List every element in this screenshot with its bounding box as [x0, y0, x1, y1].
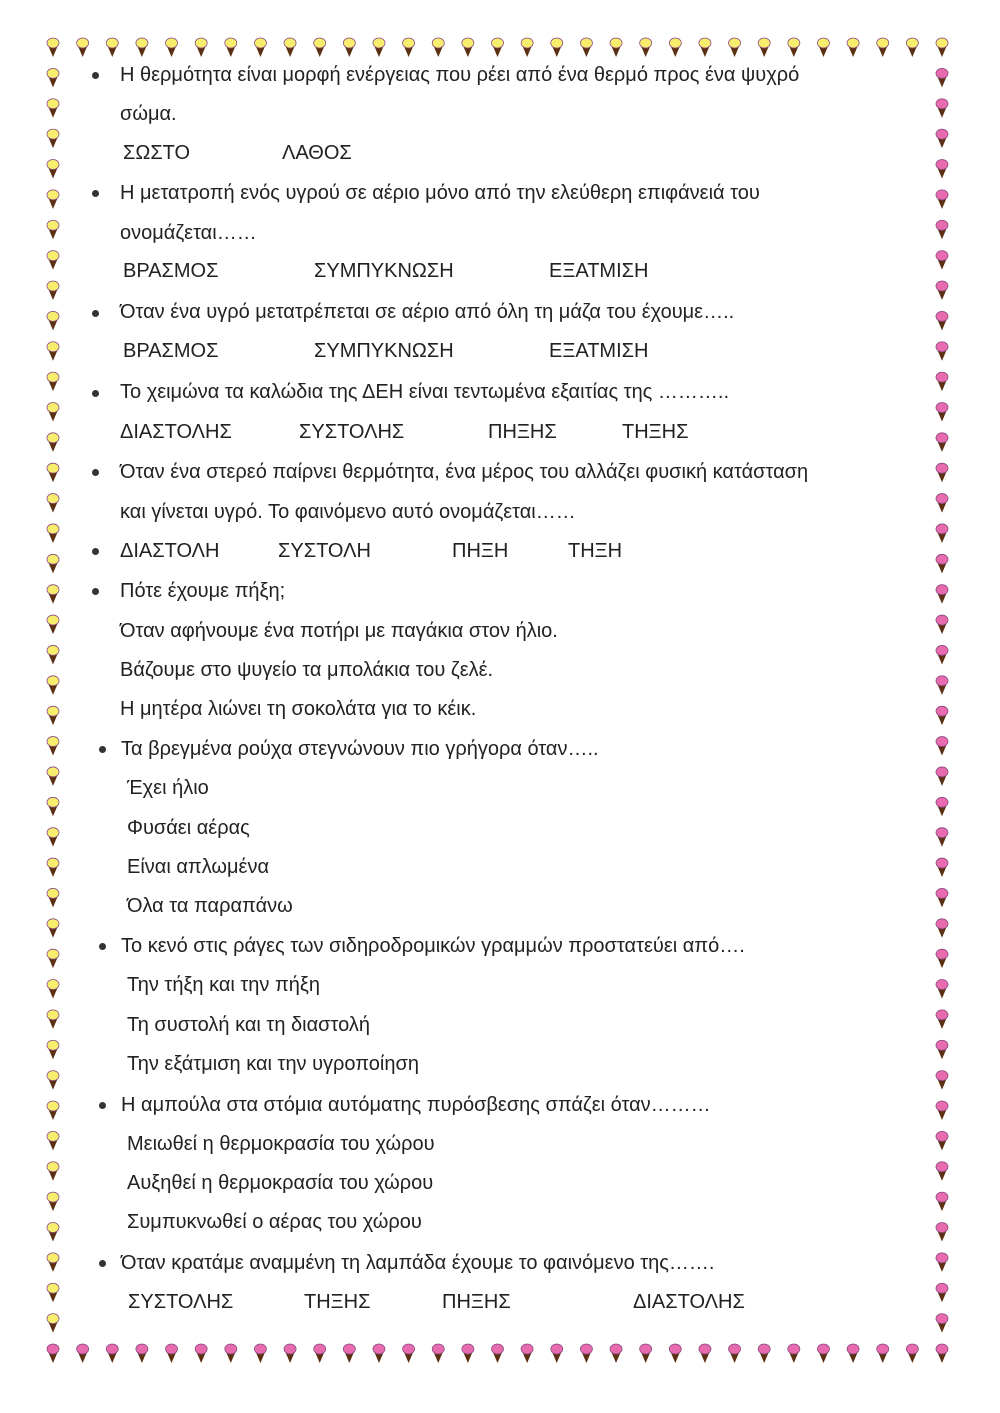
ice-cream-cone-icon [877, 1344, 889, 1363]
question-5-option-2[interactable]: ΣΥΣΤΟΛΗ [278, 540, 371, 562]
ice-cream-cone-icon [47, 251, 59, 270]
bullet-icon [99, 1102, 106, 1109]
question-10-option-4[interactable]: ΔΙΑΣΤΟΛΗΣ [633, 1291, 745, 1313]
ice-cream-cone-icon [47, 281, 59, 300]
ice-cream-cone-icon [817, 38, 829, 57]
ice-cream-cone-icon [77, 1344, 89, 1363]
ice-cream-cone-icon [669, 38, 681, 57]
ice-cream-cone-icon [47, 342, 59, 361]
ice-cream-cone-icon [47, 68, 59, 87]
question-5-option-1[interactable]: ΔΙΑΣΤΟΛΗ [120, 540, 220, 562]
ice-cream-cone-icon [936, 1071, 948, 1090]
ice-cream-cone-icon [669, 1344, 681, 1363]
ice-cream-cone-icon [729, 38, 741, 57]
ice-cream-cone-icon [877, 38, 889, 57]
ice-cream-cone-icon [77, 38, 89, 57]
question-9-option-3[interactable]: Συμπυκνωθεί ο αέρας του χώρου [127, 1211, 422, 1233]
ice-cream-cone-icon [225, 38, 237, 57]
question-5-text: Όταν ένα στερεό παίρνει θερμότητα, ένα μέρος του αλλάζει φυσική κατάσταση [120, 461, 809, 483]
ice-cream-cone-icon [936, 1283, 948, 1302]
ice-cream-cone-icon [936, 1344, 948, 1363]
ice-cream-cone-icon [640, 38, 652, 57]
ice-cream-cone-icon [936, 433, 948, 452]
ice-cream-cone-icon [936, 1010, 948, 1029]
ice-cream-cone-icon [47, 402, 59, 421]
ice-cream-cone-icon [47, 615, 59, 634]
question-7-option-3[interactable]: Είναι απλωμένα [127, 856, 270, 878]
question-2-option-3[interactable]: ΕΞΑΤΜΙΣΗ [549, 260, 649, 282]
ice-cream-cone-icon [432, 1344, 444, 1363]
question-3-option-1[interactable]: ΒΡΑΣΜΟΣ [123, 340, 219, 362]
question-9-text: Η αμπούλα στα στόμια αυτόματης πυρόσβεσης σπάζει όταν……… [121, 1094, 711, 1116]
ice-cream-cone-icon [47, 949, 59, 968]
ice-cream-cone-icon [47, 99, 59, 118]
ice-cream-cone-icon [551, 38, 563, 57]
question-8-option-2[interactable]: Τη συστολή και τη διαστολή [127, 1014, 370, 1036]
question-3-option-3[interactable]: ΕΞΑΤΜΙΣΗ [549, 340, 649, 362]
ice-cream-cone-icon [373, 38, 385, 57]
ice-cream-cone-icon [936, 1192, 948, 1211]
ice-cream-cone-icon [47, 645, 59, 664]
ice-cream-cone-icon [462, 38, 474, 57]
ice-cream-cone-icon [936, 251, 948, 270]
ice-cream-cone-icon [936, 828, 948, 847]
ice-cream-cone-icon [47, 311, 59, 330]
ice-cream-cone-icon [47, 190, 59, 209]
ice-cream-cone-icon [699, 38, 711, 57]
ice-cream-cone-icon [47, 38, 59, 57]
bullet-icon [99, 746, 106, 753]
bullet-icon [92, 588, 99, 595]
ice-cream-cone-icon [580, 1344, 592, 1363]
ice-cream-cone-icon [47, 1131, 59, 1150]
ice-cream-cone-icon [47, 1223, 59, 1242]
ice-cream-cone-icon [195, 1344, 207, 1363]
question-1-option-2[interactable]: ΛΑΘΟΣ [282, 142, 352, 164]
question-6-option-1[interactable]: Όταν αφήνουμε ένα ποτήρι με παγάκια στον ήλιο. [120, 620, 558, 642]
ice-cream-cone-icon [492, 1344, 504, 1363]
question-4-option-1[interactable]: ΔΙΑΣΤΟΛΗΣ [120, 421, 232, 443]
question-6-option-2[interactable]: Βάζουμε στο ψυγείο τα μπολάκια του ζελέ. [120, 659, 494, 681]
ice-cream-cone-icon [373, 1344, 385, 1363]
ice-cream-cone-icon [136, 1344, 148, 1363]
ice-cream-cone-icon [936, 159, 948, 178]
bullet-icon [92, 190, 99, 197]
question-4-option-4[interactable]: ΤΗΞΗΣ [622, 421, 689, 443]
ice-cream-cone-icon [492, 38, 504, 57]
bullet-icon [92, 548, 99, 555]
ice-cream-cone-icon [847, 1344, 859, 1363]
ice-cream-cone-icon [936, 463, 948, 482]
ice-cream-cone-icon [343, 1344, 355, 1363]
bullet-icon [99, 1260, 106, 1267]
ice-cream-cone-icon [817, 1344, 829, 1363]
ice-cream-cone-icon [936, 342, 948, 361]
ice-cream-cone-icon [314, 1344, 326, 1363]
ice-cream-cone-icon [936, 220, 948, 239]
ice-cream-cone-icon [936, 99, 948, 118]
question-7-option-1[interactable]: Έχει ήλιο [127, 777, 209, 799]
question-7-option-2[interactable]: Φυσάει αέρας [127, 817, 250, 839]
question-2-option-2[interactable]: ΣΥΜΠΥΚΝΩΣΗ [314, 260, 454, 282]
ice-cream-cone-icon [47, 585, 59, 604]
ice-cream-cone-icon [936, 615, 948, 634]
ice-cream-cone-icon [47, 372, 59, 391]
ice-cream-cone-icon [936, 737, 948, 756]
question-8-option-3[interactable]: Την εξάτμιση και την υγροποίηση [127, 1053, 419, 1075]
ice-cream-cone-icon [936, 372, 948, 391]
question-2-text-cont: ονομάζεται…… [120, 222, 257, 244]
question-6-option-3[interactable]: Η μητέρα λιώνει τη σοκολάτα για το κέικ. [120, 698, 477, 720]
ice-cream-cone-icon [936, 1223, 948, 1242]
ice-cream-cone-icon [521, 38, 533, 57]
ice-cream-cone-icon [936, 554, 948, 573]
ice-cream-cone-icon [521, 1344, 533, 1363]
ice-cream-cone-icon [936, 494, 948, 513]
ice-cream-cone-icon [47, 919, 59, 938]
question-3-text: Όταν ένα υγρό μετατρέπεται σε αέριο από όλη τη μάζα του έχουμε….. [120, 301, 735, 323]
ice-cream-cone-icon [47, 888, 59, 907]
question-10-option-1[interactable]: ΣΥΣΤΟΛΗΣ [128, 1291, 234, 1313]
ice-cream-cone-icon [106, 38, 118, 57]
ice-cream-cone-icon [551, 1344, 563, 1363]
ice-cream-cone-icon [610, 1344, 622, 1363]
question-3-option-2[interactable]: ΣΥΜΠΥΚΝΩΣΗ [314, 340, 454, 362]
question-10-option-2[interactable]: ΤΗΞΗΣ [304, 1291, 371, 1313]
ice-cream-cone-icon [47, 858, 59, 877]
question-4-text: Το χειμώνα τα καλώδια της ΔΕΗ είναι τεντωμένα εξαιτίας της ……….. [120, 381, 729, 403]
question-1-text: Η θερμότητα είναι μορφή ενέργειας που ρέει από ένα θερμό προς ένα ψυχρό [120, 64, 800, 86]
ice-cream-cone-icon [936, 129, 948, 148]
ice-cream-cone-icon [936, 1162, 948, 1181]
ice-cream-cone-icon [936, 919, 948, 938]
ice-cream-cone-icon [729, 1344, 741, 1363]
ice-cream-cone-icon [936, 888, 948, 907]
ice-cream-cone-icon [936, 949, 948, 968]
question-6-text: Πότε έχουμε πήξη; [120, 580, 286, 602]
ice-cream-cone-icon [254, 38, 266, 57]
question-10-option-3[interactable]: ΠΗΞΗΣ [442, 1291, 511, 1313]
question-2-option-1[interactable]: ΒΡΑΣΜΟΣ [123, 260, 219, 282]
ice-cream-cone-icon [610, 38, 622, 57]
ice-cream-cone-icon [47, 1040, 59, 1059]
question-8-option-1[interactable]: Την τήξη και την πήξη [127, 974, 320, 996]
ice-cream-cone-icon [936, 767, 948, 786]
ice-cream-cone-icon [166, 38, 178, 57]
ice-cream-cone-icon [136, 38, 148, 57]
ice-cream-cone-icon [284, 1344, 296, 1363]
question-1-text-cont: σώμα. [120, 103, 177, 125]
question-9-option-2[interactable]: Αυξηθεί η θερμοκρασία του χώρου [127, 1172, 434, 1194]
ice-cream-cone-icon [788, 1344, 800, 1363]
ice-cream-cone-icon [936, 68, 948, 87]
question-1-option-1[interactable]: ΣΩΣΤΟ [123, 142, 191, 164]
ice-cream-cone-icon [699, 1344, 711, 1363]
ice-cream-cone-icon [936, 1131, 948, 1150]
ice-cream-cone-icon [47, 1253, 59, 1272]
ice-cream-cone-icon [47, 554, 59, 573]
ice-cream-cone-icon [47, 1192, 59, 1211]
bullet-icon [92, 310, 99, 317]
ice-cream-cone-icon [195, 38, 207, 57]
ice-cream-cone-icon [936, 38, 948, 57]
question-10-text: Όταν κρατάμε αναμμένη τη λαμπάδα έχουμε το φαινόμενο της……. [121, 1252, 715, 1274]
ice-cream-cone-icon [758, 38, 770, 57]
ice-cream-cone-icon [936, 585, 948, 604]
ice-cream-cone-icon [47, 676, 59, 695]
bullet-icon [92, 469, 99, 476]
question-4-option-3[interactable]: ΠΗΞΗΣ [488, 421, 557, 443]
ice-cream-cone-icon [432, 38, 444, 57]
ice-cream-cone-icon [47, 1162, 59, 1181]
ice-cream-cone-icon [47, 1101, 59, 1120]
ice-cream-cone-icon [462, 1344, 474, 1363]
ice-cream-cone-icon [47, 463, 59, 482]
ice-cream-cone-icon [936, 524, 948, 543]
ice-cream-cone-icon [47, 706, 59, 725]
question-4-option-2[interactable]: ΣΥΣΤΟΛΗΣ [299, 421, 405, 443]
ice-cream-cone-icon [936, 797, 948, 816]
ice-cream-cone-icon [225, 1344, 237, 1363]
ice-cream-cone-icon [47, 767, 59, 786]
ice-cream-cone-icon [936, 311, 948, 330]
ice-cream-cone-icon [403, 1344, 415, 1363]
bullet-icon [92, 390, 99, 397]
question-7-option-4[interactable]: Όλα τα παραπάνω [127, 895, 293, 917]
ice-cream-cone-icon [936, 1101, 948, 1120]
ice-cream-cone-icon [758, 1344, 770, 1363]
ice-cream-cone-icon [47, 797, 59, 816]
question-8-text: Το κενό στις ράγες των σιδηροδρομικών γραμμών προστατεύει από…. [121, 935, 745, 957]
ice-cream-cone-icon [284, 38, 296, 57]
ice-cream-cone-icon [47, 980, 59, 999]
ice-cream-cone-icon [936, 190, 948, 209]
ice-cream-cone-icon [906, 1344, 918, 1363]
ice-cream-cone-icon [936, 281, 948, 300]
ice-cream-cone-icon [906, 38, 918, 57]
question-7-text: Τα βρεγμένα ρούχα στεγνώνουν πιο γρήγορα όταν….. [121, 738, 599, 760]
ice-cream-cone-icon [847, 38, 859, 57]
ice-cream-cone-icon [166, 1344, 178, 1363]
ice-cream-cone-icon [640, 1344, 652, 1363]
ice-cream-cone-icon [936, 858, 948, 877]
ice-cream-cone-icon [47, 1283, 59, 1302]
ice-cream-cone-icon [47, 737, 59, 756]
ice-cream-cone-icon [936, 402, 948, 421]
ice-cream-cone-icon [788, 38, 800, 57]
ice-cream-cone-icon [314, 38, 326, 57]
ice-cream-cone-icon [47, 220, 59, 239]
ice-cream-cone-icon [47, 433, 59, 452]
ice-cream-cone-icon [936, 1314, 948, 1333]
ice-cream-cone-icon [936, 645, 948, 664]
ice-cream-cone-icon [936, 1253, 948, 1272]
ice-cream-cone-icon [403, 38, 415, 57]
ice-cream-cone-icon [343, 38, 355, 57]
question-5-option-4[interactable]: ΤΗΞΗ [568, 540, 623, 562]
ice-cream-cone-icon [47, 524, 59, 543]
ice-cream-cone-icon [47, 159, 59, 178]
ice-cream-cone-icon [47, 494, 59, 513]
ice-cream-cone-icon [580, 38, 592, 57]
bullet-icon [92, 72, 99, 79]
ice-cream-cone-icon [936, 706, 948, 725]
ice-cream-cone-icon [936, 980, 948, 999]
question-5-text-cont: και γίνεται υγρό. Το φαινόμενο αυτό ονομάζεται…… [120, 501, 576, 523]
ice-cream-cone-icon [47, 129, 59, 148]
ice-cream-cone-icon [47, 1071, 59, 1090]
ice-cream-cone-icon [936, 1040, 948, 1059]
question-5-option-3[interactable]: ΠΗΞΗ [452, 540, 509, 562]
bullet-icon [99, 943, 106, 950]
ice-cream-cone-icon [47, 828, 59, 847]
ice-cream-cone-icon [254, 1344, 266, 1363]
ice-cream-cone-icon [47, 1010, 59, 1029]
ice-cream-cone-icon [47, 1344, 59, 1363]
ice-cream-cone-icon [936, 676, 948, 695]
ice-cream-cone-icon [106, 1344, 118, 1363]
ice-cream-cone-icon [47, 1314, 59, 1333]
question-2-text: Η μετατροπή ενός υγρού σε αέριο μόνο από την ελεύθερη επιφάνειά του [120, 182, 760, 204]
question-9-option-1[interactable]: Μειωθεί η θερμοκρασία του χώρου [127, 1133, 435, 1155]
